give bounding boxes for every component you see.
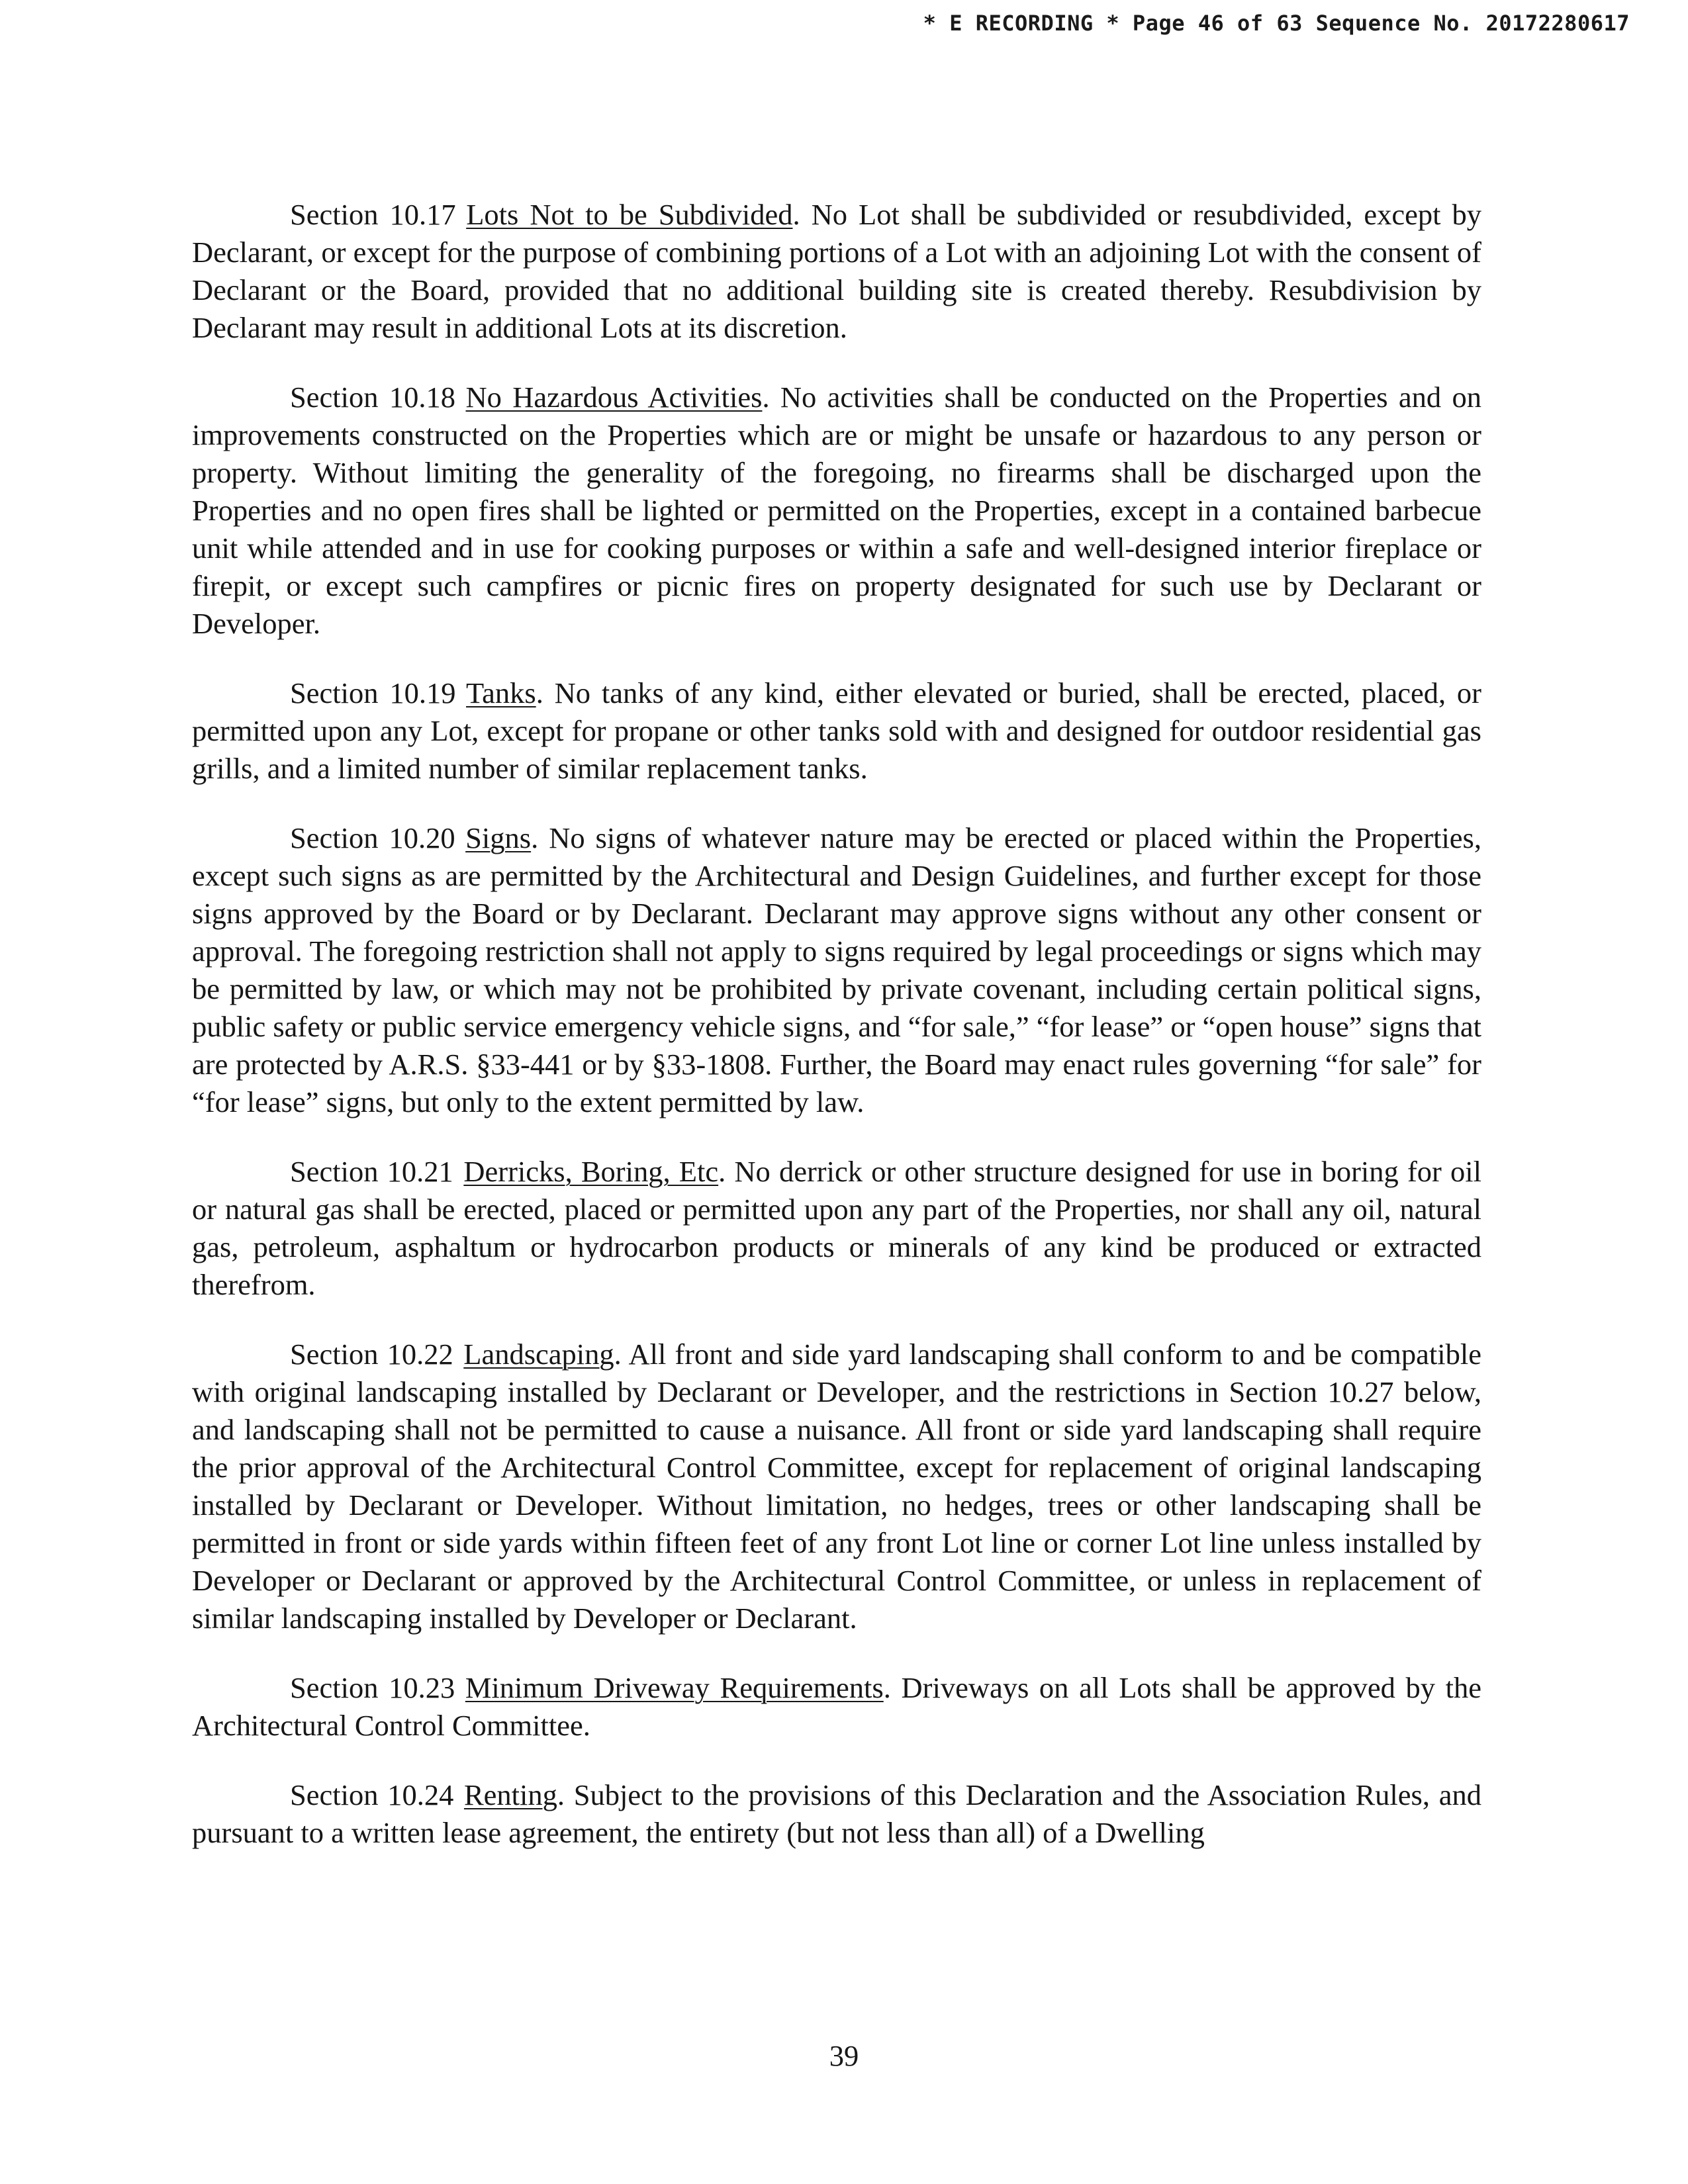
section-number: Section 10.21 (290, 1155, 453, 1188)
section-10-20 (192, 819, 1481, 1121)
page-number: 39 (829, 2039, 859, 2072)
section-number: Section 10.22 (290, 1338, 453, 1371)
recording-header: * E RECORDING * Page 46 of 63 Sequence No. 20172280617 (923, 11, 1630, 36)
section-10-23 (192, 1669, 1481, 1745)
section-heading: Signs (465, 821, 532, 854)
section-text: . All front and side yard landscaping shall conform to and be compatible with original landscaping installed by Declarant or Developer, and the restrictions in Section 10.27 below, and landscaping shall not be permitted to cause a nuisance. All front or side yard landscaping shall require the prior approval of the Architectural Control Committee, except for replacement of original landscaping installed by Declarant or Developer. Without limitation, no hedges, trees or other landscaping shall be permitted in front or side yards within fifteen feet of any front Lot line or corner Lot line unless installed by Developer or Declarant or approved by the Architectural Control Committee, or unless in replacement of similar landscaping installed by Developer or Declarant. (192, 1338, 1481, 1635)
section-text: . No tanks of any kind, either elevated or buried, shall be erected, placed, or permitted upon any Lot, except for propane or other tanks sold with and designed for outdoor residential gas grills, and a limited number of similar replacement tanks. (192, 676, 1481, 785)
section-heading: Lots Not to be Subdivided (466, 198, 793, 231)
section-text: . No activities shall be conducted on the Properties and on improvements constructed on the Properties which are or might be unsafe or hazardous to any person or property. Without limiting the generality of the foregoing, no firearms shall be discharged upon the Properties and no open fires shall be lighted or permitted on the Properties, except in a contained barbecue unit while attended and in use for cooking purposes or within a safe and well-designed interior fireplace or firepit, or except such campfires or picnic fires on property designated for such use by Declarant or Developer. (192, 381, 1481, 640)
section-heading: Renting (463, 1778, 557, 1811)
section-number: Section 10.19 (290, 676, 456, 709)
section-text: . No Lot shall be subdivided or resubdivided, except by Declarant, or except for the purpose of combining portions of a Lot with an adjoining Lot with the consent of Declarant or the Board, provided that no additional building site is created thereby. Resubdivision by Declarant may result in additional Lots at its discretion. (192, 198, 1481, 344)
section-10-24 (192, 1776, 1481, 1852)
section-heading: Derricks, Boring, Etc (463, 1155, 719, 1188)
section-number: Section 10.20 (290, 821, 455, 854)
section-heading: Tanks (466, 676, 536, 709)
section-10-18 (192, 379, 1481, 643)
section-text: . Subject to the provisions of this Declaration and the Association Rules, and pursuant to a written lease agreement, the entirety (but not less than all) of a Dwelling (192, 1778, 1481, 1849)
section-10-21 (192, 1153, 1481, 1304)
section-number: Section 10.23 (290, 1671, 455, 1704)
section-number: Section 10.17 (290, 198, 456, 231)
section-heading: Minimum Driveway Requirements (465, 1671, 884, 1704)
section-10-22 (192, 1336, 1481, 1637)
section-number: Section 10.24 (290, 1778, 454, 1811)
document-body (192, 196, 1481, 1884)
section-text: . No signs of whatever nature may be erected or placed within the Properties, except such signs as are permitted by the Architectural and Design Guidelines, and further except for those signs approved by the Board or by Declarant. Declarant may approve signs without any other consent or approval. The foregoing restriction shall not apply to signs required by legal proceedings or signs which may be permitted by law, or which may not be prohibited by private covenant, including certain political signs, public safety or public service emergency vehicle signs, and “for sale,” “for lease” or “open house” signs that are protected by A.R.S. §33-441 or by §33-1808. Further, the Board may enact rules governing “for sale” for “for lease” signs, but only to the extent permitted by law. (192, 821, 1482, 1118)
section-10-19 (192, 674, 1481, 788)
section-10-17 (192, 196, 1481, 347)
section-number: Section 10.18 (290, 381, 455, 414)
section-text: . Driveways on all Lots shall be approved by the Architectural Control Committee. (192, 1671, 1481, 1742)
section-heading: Landscaping (463, 1338, 614, 1371)
section-text: . No derrick or other structure designed for use in boring for oil or natural gas shall be erected, placed or permitted upon any part of the Properties, nor shall any oil, natural gas, petroleum, asphaltum or hydrocarbon products or minerals of any kind be produced or extracted therefrom. (192, 1155, 1481, 1301)
section-heading: No Hazardous Activities (465, 381, 763, 414)
